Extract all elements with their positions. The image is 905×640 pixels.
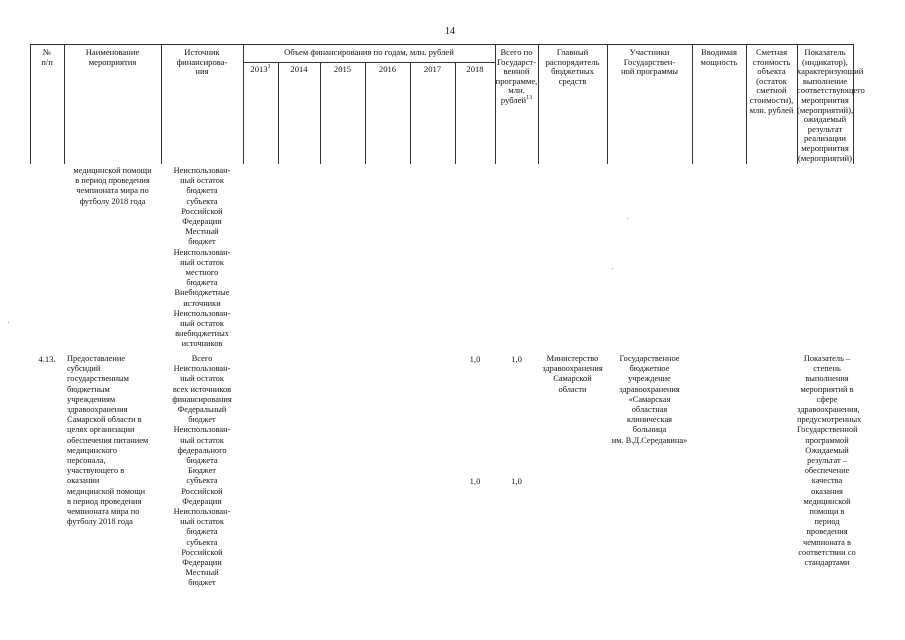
text-line: бюджет [188,237,216,247]
text-line: им. В.Д.Середавина» [611,435,688,445]
text-line: всех источников [172,384,232,394]
row-number: 4.13. [38,354,56,364]
text-line: субъекта [186,476,218,486]
text-line: бюджета [186,456,218,466]
text-line: бюджета [186,527,218,537]
header-admin: Главный распорядитель бюджетных средств [545,47,600,86]
text-line: источники [183,298,221,308]
text-line: Неиспользован- [173,247,231,257]
text-line: чемпионата мира по [76,186,149,196]
row-participants [607,354,692,446]
text-line: персонала, [67,456,106,466]
col-border [455,62,456,164]
text-line: субъекта [186,196,218,206]
text-line: медицинского [67,445,118,455]
text-line: ный остаток [180,374,224,384]
text-line: бюджетное [629,364,670,374]
header-year-2015: 2015 [333,64,352,74]
text-line: программой [805,435,849,445]
row-admin [538,354,607,395]
col-border [278,62,279,164]
text-line: стандартами [804,558,850,568]
text-line: Неиспользован- [173,308,231,318]
text-line: Самарской области в [67,415,142,425]
text-line: Неиспользован- [173,507,231,517]
text-line: местного [185,268,219,278]
text-line: соответствии со [798,547,856,557]
text-line: в период проведения [75,176,150,186]
row-name [64,354,164,527]
text-line: чемпионата мира по [67,507,140,517]
text-line: Показатель – [803,354,851,363]
header-year-2017: 2017 [423,64,442,74]
text-line: Бюджет [188,466,216,476]
text-line: мероприятий в сфере [800,384,854,404]
header-num: № п/п [41,47,53,67]
text-line: областная [631,405,668,415]
text-line: Министерство [546,354,599,363]
header-year-2018: 2018 [466,64,484,74]
header-financing-title: Объем финансирования по годам, млн. рублей [284,47,454,57]
col-border [853,44,854,164]
header-top-border [30,44,853,45]
text-line: клиническая [626,415,673,425]
text-line: бюджетным [67,384,110,394]
prev-row-name-tail [64,166,161,207]
header-name: Наименование мероприятия [85,47,140,67]
row-sources [161,354,243,589]
text-line: Самарской [553,374,592,384]
text-line: Неиспользован- [173,166,231,175]
text-line: субсидий [67,364,101,374]
text-line: Государственное [619,354,680,363]
text-line: источников [181,339,223,349]
text-line: Федеральный [177,405,227,415]
text-line: бюджета [186,186,218,196]
header-year-2013: 2013$^1$ [250,64,271,74]
text-line: помощи в период [809,507,845,527]
text-line: области [558,384,587,394]
text-line: учреждениям [67,394,116,404]
years-divider [243,62,495,63]
text-line: здравоохранения [619,384,680,394]
header-year-2016: 2016 [378,64,397,74]
header-indicator: Показатель (индикатор), характеризующий выполнение соответствующего мероприятия (мероприятий), ожидаемый результат реализации мероприятия (мероприятий) [797,47,865,163]
text-line: Местный [185,568,219,578]
header-year-2014: 2014 [290,64,308,74]
header-source: Источник финансирова- ния [176,47,228,77]
text-line: Федерации [182,217,222,227]
text-line: федерального [177,445,227,455]
text-line: медицинской помощи [67,486,146,496]
text-line: Неиспользован- [173,364,231,374]
col-border [243,44,244,164]
text-line: Местный [185,227,219,237]
text-line: финансирования [172,394,232,404]
value-regional-2018: 1,0 [469,476,481,486]
text-line: здравоохранения, [797,405,860,415]
text-line: Внебюджетные [174,288,230,298]
text-line: Федерации [182,496,222,506]
text-line: целях организации [67,425,135,435]
text-line: обеспечения питанием [67,435,149,445]
text-line: Государственной [797,425,858,435]
text-line: предусмотренных [797,415,862,425]
text-line: больница [632,425,667,435]
text-line: участвующего в [67,466,125,476]
scan-speck [627,218,628,219]
text-line: Российской [181,547,223,557]
text-line: оказания медицинской [803,486,851,506]
text-line: здравоохранения [67,405,128,415]
header-cost: Сметная стоимость объекта (остаток сметной стоимости), млн. рублей [749,47,794,115]
text-line: Всего [191,354,213,363]
text-line: Российской [181,486,223,496]
text-line: государственным [67,374,129,384]
text-line: Предоставление [67,354,126,363]
text-line: здравоохранения [542,364,603,374]
text-line: медицинской помощи [73,166,152,175]
text-line: Федерации [182,558,222,568]
row-indicator [797,354,862,568]
col-border [365,62,366,164]
text-line: ный остаток [180,435,224,445]
text-line: оказании [67,476,100,486]
text-line: чемпионата в [803,537,851,547]
text-line: степень выполнения [805,364,849,384]
text-line: Неиспользован- [173,425,231,435]
text-line: проведения [806,527,848,537]
value-regional-all: 1,0 [511,476,522,486]
text-line: субъекта [186,537,218,547]
scan-speck [612,268,613,269]
prev-row-sources [161,166,243,350]
text-line: бюджет [188,578,216,588]
text-line: ный остаток [180,517,224,527]
col-border [320,62,321,164]
text-line: Российской [181,206,223,216]
value-total-all: 1,0 [511,354,522,364]
text-line: обеспечение качества [804,466,850,486]
header-capacity: Вводимая мощность [700,47,738,67]
text-line: футболу 2018 года [67,517,133,527]
text-line: ный остаток [180,257,224,267]
text-line: в период проведения [67,496,142,506]
col-border [410,62,411,164]
text-line: внебюджетных [175,329,229,339]
text-line: ный остаток [180,319,224,329]
text-line: ный остаток [180,176,224,186]
value-total-2018: 1,0 [469,354,481,364]
scan-speck [8,322,9,323]
text-line: учреждение [628,374,671,384]
header-total: Всего по Государст- венной программе, млн. рублей$^{13}$ [495,47,538,105]
text-line: бюджета [186,278,218,288]
text-line: бюджет [188,415,216,425]
text-line: «Самарская [628,394,671,404]
page-number: 14 [445,26,455,37]
header-participants: Участники Государствен- ной программы [620,47,679,77]
text-line: футболу 2018 года [79,196,146,206]
text-line: Ожидаемый результат – [805,445,849,466]
